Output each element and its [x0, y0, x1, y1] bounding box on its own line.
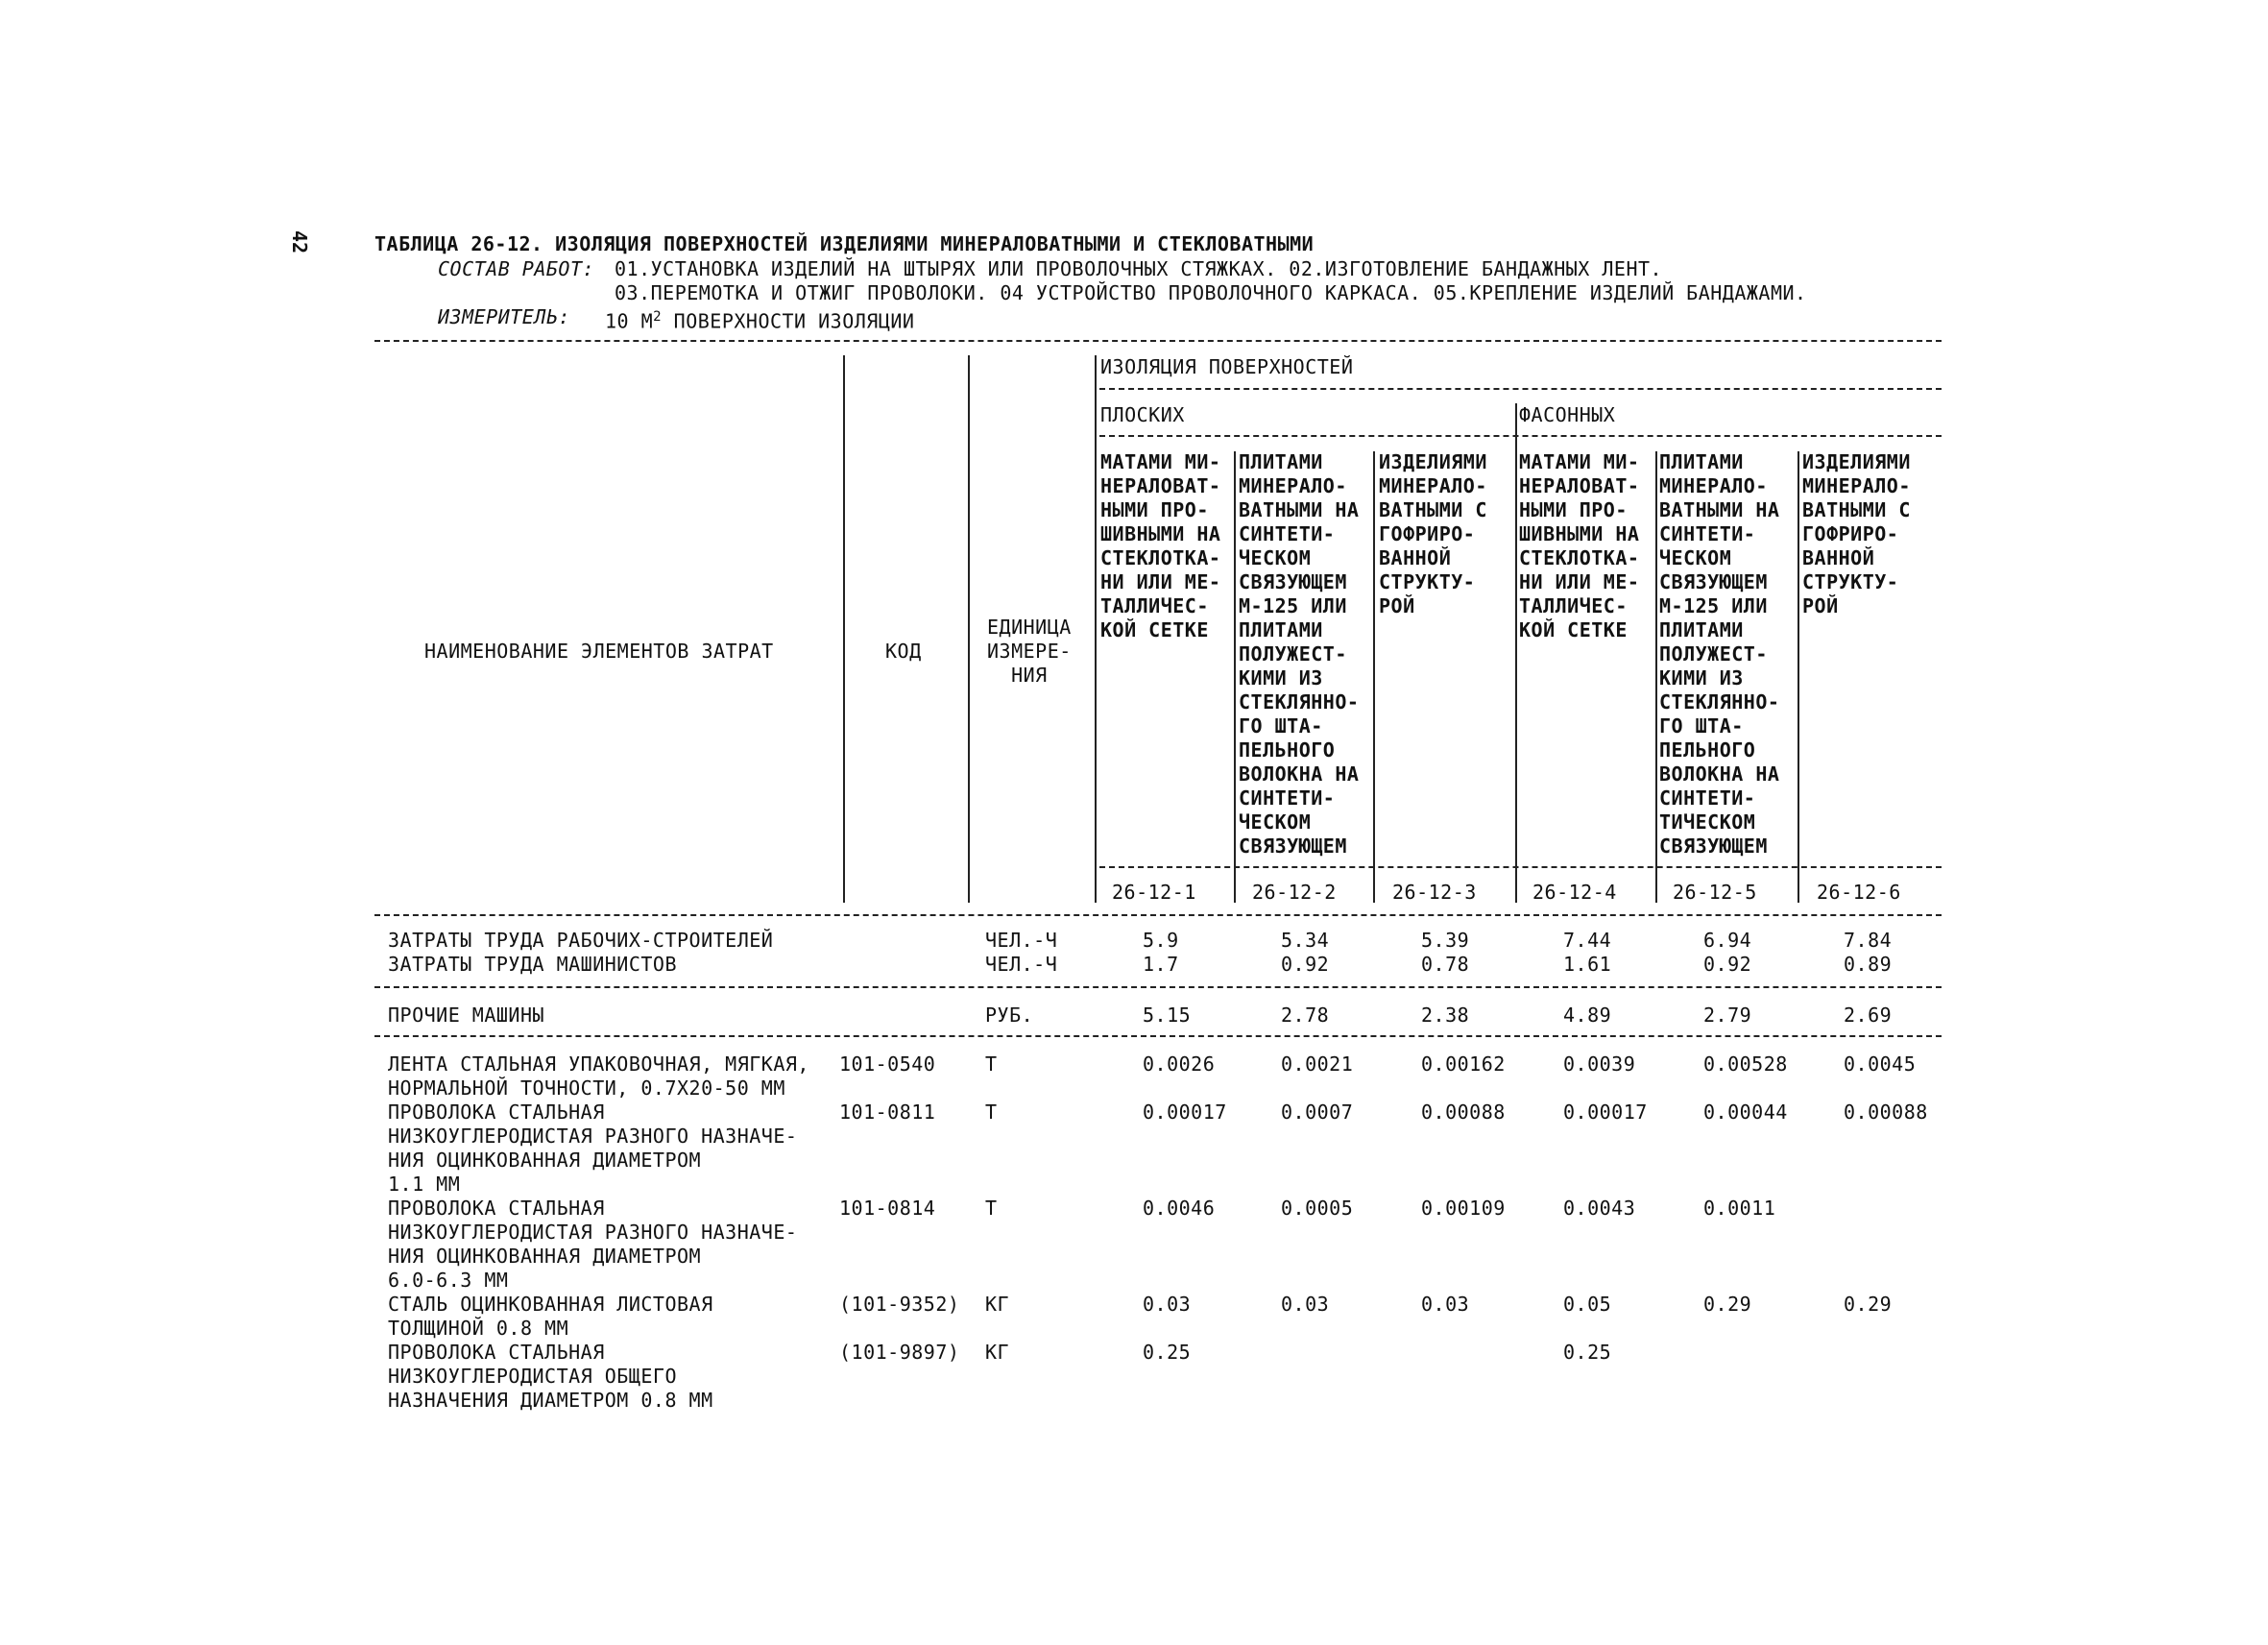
row-name: ПРОВОЛОКА СТАЛЬНАЯ НИЗКОУГЛЕРОДИСТАЯ РАЗНОГО НАЗНАЧЕ- НИЯ ОЦИНКОВАННАЯ ДИАМЕТРОМ 1.1 ММ	[388, 1101, 798, 1196]
col-sep-1	[1234, 451, 1236, 903]
header-shaped: ФАСОННЫХ	[1519, 403, 1616, 426]
code-col-6: 26-12-6	[1817, 881, 1901, 904]
row-value: 5.15	[1143, 1004, 1192, 1027]
row-unit: Т	[985, 1052, 998, 1076]
row-value: 7.84	[1844, 929, 1893, 952]
section-rule-2	[374, 1035, 1942, 1037]
col-sep-5	[1798, 451, 1799, 903]
row-unit: Т	[985, 1101, 998, 1124]
row-value: 0.0021	[1281, 1052, 1354, 1076]
row-value: 0.25	[1143, 1341, 1192, 1364]
row-value: 0.03	[1421, 1293, 1470, 1316]
row-unit: Т	[985, 1197, 998, 1220]
header-code: КОД	[885, 640, 922, 663]
header-col-2: ПЛИТАМИ МИНЕРАЛО- ВАТНЫМИ НА СИНТЕТИ- ЧЕСКОМ СВЯЗУЮЩЕМ М-125 ИЛИ ПЛИТАМИ ПОЛУЖЕСТ- КИМИ ИЗ СТЕКЛЯННО- ГО ШТА- ПЕЛЬНОГО ВОЛОКНА НА СИНТЕТИ- ЧЕСКОМ СВЯЗУЮЩЕМ	[1239, 450, 1360, 858]
table-title: ТАБЛИЦА 26-12. ИЗОЛЯЦИЯ ПОВЕРХНОСТЕЙ ИЗДЕЛИЯМИ МИНЕРАЛОВАТНЫМИ И СТЕКЛОВАТНЫМИ	[374, 232, 1315, 255]
row-unit: ЧЕЛ.-Ч	[985, 953, 1058, 976]
col-sep-3	[1515, 403, 1517, 903]
row-value: 2.78	[1281, 1004, 1330, 1027]
row-value: 0.00162	[1421, 1052, 1506, 1076]
row-value: 0.00044	[1703, 1101, 1788, 1124]
row-value: 0.0046	[1143, 1197, 1216, 1220]
row-value: 5.39	[1421, 929, 1470, 952]
row-name: ПРОВОЛОКА СТАЛЬНАЯ НИЗКОУГЛЕРОДИСТАЯ ОБЩЕГО НАЗНАЧЕНИЯ ДИАМЕТРОМ 0.8 ММ	[388, 1341, 713, 1412]
row-code: (101-9352)	[839, 1293, 960, 1316]
row-value: 0.29	[1844, 1293, 1893, 1316]
row-value: 0.0039	[1563, 1052, 1636, 1076]
row-value: 5.9	[1143, 929, 1179, 952]
row-value: 7.44	[1563, 929, 1612, 952]
subgroup-rule	[1099, 435, 1942, 437]
measure-label: ИЗМЕРИТЕЛЬ:	[438, 305, 570, 328]
row-value: 2.38	[1421, 1004, 1470, 1027]
row-name: ПРОВОЛОКА СТАЛЬНАЯ НИЗКОУГЛЕРОДИСТАЯ РАЗНОГО НАЗНАЧЕ- НИЯ ОЦИНКОВАННАЯ ДИАМЕТРОМ 6.0-6.3 ММ	[388, 1197, 798, 1292]
row-value: 0.03	[1143, 1293, 1192, 1316]
row-value: 0.0026	[1143, 1052, 1216, 1076]
group-rule	[1099, 388, 1942, 390]
row-name: ЗАТРАТЫ ТРУДА РАБОЧИХ-СТРОИТЕЛЕЙ	[388, 929, 774, 952]
row-code: 101-0540	[839, 1052, 936, 1076]
row-value: 6.94	[1703, 929, 1752, 952]
row-value: 0.0045	[1844, 1052, 1917, 1076]
code-col-4: 26-12-4	[1532, 881, 1617, 904]
row-unit: КГ	[985, 1341, 1010, 1364]
row-value: 2.69	[1844, 1004, 1893, 1027]
row-value: 2.79	[1703, 1004, 1752, 1027]
row-value: 1.61	[1563, 953, 1612, 976]
row-value: 4.89	[1563, 1004, 1612, 1027]
row-unit: РУБ.	[985, 1004, 1034, 1027]
row-name: ЗАТРАТЫ ТРУДА МАШИНИСТОВ	[388, 953, 677, 976]
header-col-6: ИЗДЕЛИЯМИ МИНЕРАЛО- ВАТНЫМИ С ГОФРИРО- ВАННОЙ СТРУКТУ- РОЙ	[1802, 450, 1911, 617]
row-value: 0.0005	[1281, 1197, 1354, 1220]
header-col-1: МАТАМИ МИ- НЕРАЛОВАТ- НЫМИ ПРО- ШИВНЫМИ НА СТЕКЛОТКА- НИ ИЛИ МЕ- ТАЛЛИЧЕС- КОЙ СЕТКЕ	[1100, 450, 1221, 641]
row-value: 0.05	[1563, 1293, 1612, 1316]
col-sep-code	[968, 355, 970, 903]
col-sep-4	[1655, 451, 1657, 903]
row-value: 0.00528	[1703, 1052, 1788, 1076]
header-group: ИЗОЛЯЦИЯ ПОВЕРХНОСТЕЙ	[1100, 355, 1354, 378]
row-value: 0.0007	[1281, 1101, 1354, 1124]
code-col-2: 26-12-2	[1252, 881, 1337, 904]
row-value: 0.00109	[1421, 1197, 1506, 1220]
header-col-3: ИЗДЕЛИЯМИ МИНЕРАЛО- ВАТНЫМИ С ГОФРИРО- ВАННОЙ СТРУКТУ- РОЙ	[1379, 450, 1487, 617]
measure-value: 10 $М^2$ ПОВЕРХНОСТИ ИЗОЛЯЦИИ	[605, 309, 915, 333]
header-flat: ПЛОСКИХ	[1100, 403, 1185, 426]
row-value: 0.92	[1703, 953, 1752, 976]
table-top-rule	[374, 340, 1942, 342]
col-sep-unit	[1095, 355, 1097, 903]
row-name: СТАЛЬ ОЦИНКОВАННАЯ ЛИСТОВАЯ ТОЛЩИНОЙ 0.8 ММ	[388, 1293, 713, 1340]
row-code: (101-9897)	[839, 1341, 960, 1364]
col-sep-name	[843, 355, 845, 903]
row-name: ЛЕНТА СТАЛЬНАЯ УПАКОВОЧНАЯ, МЯГКАЯ, НОРМАЛЬНОЙ ТОЧНОСТИ, 0.7Х20-50 ММ	[388, 1052, 809, 1100]
header-col-5: ПЛИТАМИ МИНЕРАЛО- ВАТНЫМИ НА СИНТЕТИ- ЧЕСКОМ СВЯЗУЮЩЕМ М-125 ИЛИ ПЛИТАМИ ПОЛУЖЕСТ- КИМИ ИЗ СТЕКЛЯННО- ГО ШТА- ПЕЛЬНОГО ВОЛОКНА НА СИНТЕТИ- ТИЧЕСКОМ СВЯЗУЮЩЕМ	[1659, 450, 1780, 858]
row-value: 0.29	[1703, 1293, 1752, 1316]
row-code: 101-0811	[839, 1101, 936, 1124]
codes-rule	[1099, 866, 1942, 868]
row-unit: ЧЕЛ.-Ч	[985, 929, 1058, 952]
row-value: 0.00017	[1563, 1101, 1648, 1124]
row-value: 0.78	[1421, 953, 1470, 976]
row-value: 0.0043	[1563, 1197, 1636, 1220]
header-bottom-rule	[374, 914, 1942, 916]
row-value: 0.03	[1281, 1293, 1330, 1316]
code-col-1: 26-12-1	[1112, 881, 1196, 904]
header-unit: ЕДИНИЦА ИЗМЕРЕ- НИЯ	[987, 616, 1072, 687]
row-value: 0.25	[1563, 1341, 1612, 1364]
section-rule-1	[374, 986, 1942, 988]
row-name: ПРОЧИЕ МАШИНЫ	[388, 1004, 545, 1027]
row-value: 0.92	[1281, 953, 1330, 976]
code-col-5: 26-12-5	[1673, 881, 1757, 904]
row-code: 101-0814	[839, 1197, 936, 1220]
page-number: 42	[288, 230, 312, 254]
row-value: 0.00017	[1143, 1101, 1227, 1124]
composition-line-2: 03.ПЕРЕМОТКА И ОТЖИГ ПРОВОЛОКИ. 04 УСТРОЙСТВО ПРОВОЛОЧНОГО КАРКАСА. 05.КРЕПЛЕНИЕ ИЗДЕЛИЙ БАНДАЖАМИ.	[615, 281, 1807, 304]
header-name: НАИМЕНОВАНИЕ ЭЛЕМЕНТОВ ЗАТРАТ	[424, 640, 774, 663]
composition-line-1: 01.УСТАНОВКА ИЗДЕЛИЙ НА ШТЫРЯХ ИЛИ ПРОВОЛОЧНЫХ СТЯЖКАХ. 02.ИЗГОТОВЛЕНИЕ БАНДАЖНЫХ ЛЕНТ.	[615, 257, 1663, 280]
row-value: 0.89	[1844, 953, 1893, 976]
row-unit: КГ	[985, 1293, 1010, 1316]
composition-label: СОСТАВ РАБОТ:	[438, 257, 595, 280]
code-col-3: 26-12-3	[1392, 881, 1477, 904]
header-col-4: МАТАМИ МИ- НЕРАЛОВАТ- НЫМИ ПРО- ШИВНЫМИ НА СТЕКЛОТКА- НИ ИЛИ МЕ- ТАЛЛИЧЕС- КОЙ СЕТКЕ	[1519, 450, 1640, 641]
row-value: 0.00088	[1421, 1101, 1506, 1124]
row-value: 0.00088	[1844, 1101, 1928, 1124]
col-sep-2	[1373, 451, 1375, 903]
row-value: 0.0011	[1703, 1197, 1776, 1220]
row-value: 5.34	[1281, 929, 1330, 952]
row-value: 1.7	[1143, 953, 1179, 976]
